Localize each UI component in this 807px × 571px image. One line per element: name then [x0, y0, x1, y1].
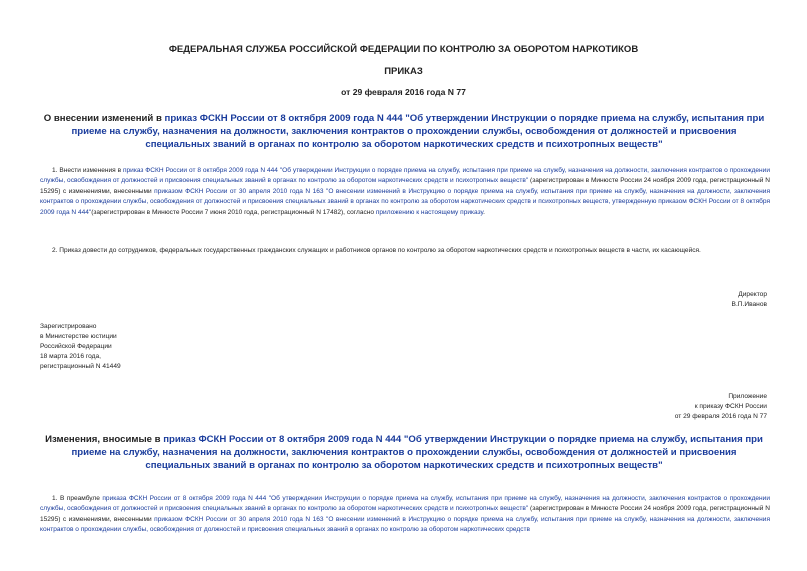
paragraph-2	[40, 246, 770, 256]
paragraph-1-text-b: (зарегистрирован в Минюсте России 24 ноября 2009 года, регистрационный N 15295) с изменениями, внесенными	[40, 177, 770, 195]
order-444-link-p1[interactable]: приказ ФСКН России от 8 октября 2009 года N 444 "Об утверждении Инструкции о порядке приема на службу, испытания при приеме на службу, назначения на должности, заключения контрактов о прохождении службы, освобождения от должностей и присвоения специальных званий в органах по контролю за оборотом наркотических средств и психотропных веществ"	[40, 167, 770, 185]
appendix-line: от 29 февраля 2016 года N 77	[674, 413, 767, 420]
order-163-link-p1[interactable]: приказом ФСКН России от 30 апреля 2010 года N 163 "О внесении изменений в Инструкцию о порядке приема на службу, испытания при приеме на службу, назначения на должности, заключения контрактов о прохождении службы, освобождения от должностей и присвоения специальных званий в органах по контролю за оборотом наркотических средств и психотропных веществ, утвержденную приказом ФСКН России от 8 октября 2009 года N 444"	[40, 187, 770, 216]
order-444-link-changes[interactable]: приказ ФСКН России от 8 октября 2009 года N 444 "Об утверждении Инструкции о порядке приема на службу, испытания при приеме на службу, назначения на должности, заключения контрактов о прохождении службы, освобождения от должностей и присвоения специальных званий в органах по контролю за оборотом наркотических средств и психотропных веществ"	[71, 434, 763, 471]
signature-block	[732, 290, 767, 310]
order-163-link-change1[interactable]: приказом ФСКН России от 30 апреля 2010 года N 163 "О внесении изменений в Инструкцию о порядке приема на службу, испытания при приеме на службу, назначения на должности, заключения контрактов о прохождении службы, освобождения от должностей и присвоения специальных званий в органах по контролю за оборотом наркотических средств	[40, 515, 770, 534]
appendix-line: к приказу ФСКН России	[694, 403, 767, 410]
document-title	[40, 112, 768, 151]
change-1	[40, 494, 770, 536]
appendix-line: Приложение	[728, 393, 767, 400]
registration-line: регистрационный N 41449	[40, 363, 121, 370]
appendix-link[interactable]: приложению к настоящему приказу	[375, 208, 484, 216]
registration-block	[40, 322, 121, 372]
document-title-prefix: О внесении изменений в	[43, 113, 165, 124]
agency-name: ФЕДЕРАЛЬНАЯ СЛУЖБА РОССИЙСКОЙ ФЕДЕРАЦИИ ПО КОНТРОЛЮ ЗА ОБОРОТОМ НАРКОТИКОВ	[168, 44, 639, 55]
change-1-text-b: (зарегистрирован в Минюсте России 24 ноября 2009 года, регистрационный N 15295) с изменениями, внесенными	[40, 505, 770, 523]
order-444-link-change1[interactable]: приказа ФСКН России от 8 октября 2009 года N 444 "Об утверждении Инструкции о порядке приема на службу, испытания при приеме на службу, назначения на должности, заключения контрактов о прохождении службы, освобождения от должностей и присвоения специальных званий в органах по контролю за оборотом наркотических средств и психотропных веществ"	[40, 495, 770, 513]
signature-name: В.П.Иванов	[731, 301, 767, 308]
registration-line: Российской Федерации	[40, 343, 112, 350]
order-444-link[interactable]: приказ ФСКН России от 8 октября 2009 года N 444 "Об утверждении Инструкции о порядке приема на службу, испытания при приеме на службу, назначения на должности, заключения контрактов о прохождении службы, освобождения от должностей и присвоения специальных званий в органах по контролю за оборотом наркотических средств и психотропных веществ"	[71, 113, 765, 150]
document-date-number: от 29 февраля 2016 года N 77	[341, 87, 466, 97]
changes-title-prefix: Изменения, вносимые в	[45, 434, 164, 445]
document-type: ПРИКАЗ	[384, 66, 423, 77]
appendix-block	[675, 392, 767, 422]
registration-line: 18 марта 2016 года,	[40, 353, 101, 360]
paragraph-1-text-c: (зарегистрирован в Минюсте России 7 июня 2010 года, регистрационный N 17482), согласно	[91, 208, 376, 216]
registration-line: в Министерстве юстиции	[40, 333, 117, 340]
changes-title	[40, 433, 768, 472]
paragraph-2-text: 2. Приказ довести до сотрудников, федеральных государственных гражданских служащих и работников органов по контролю за оборотом наркотических средств и психотропных веществ в части, их касающейся.	[52, 247, 701, 254]
paragraph-1-text-a: 1. Внести изменения в	[52, 167, 123, 174]
change-1-text-a: 1. В преамбуле	[52, 495, 103, 502]
signature-position: Директор	[738, 291, 767, 298]
paragraph-1-text-d: .	[483, 208, 485, 216]
paragraph-1	[40, 166, 770, 218]
registration-line: Зарегистрировано	[40, 323, 97, 330]
